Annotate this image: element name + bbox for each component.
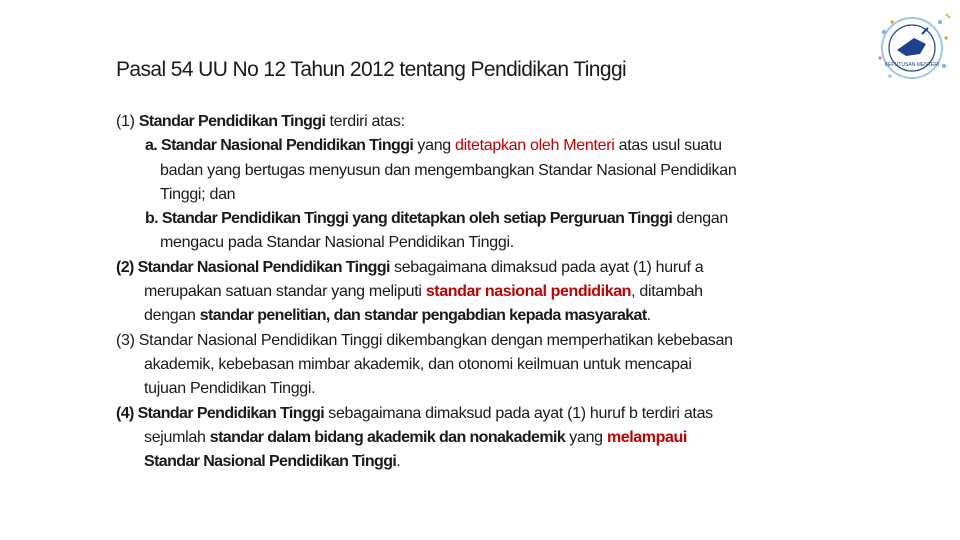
- clause-text: sejumlah: [144, 428, 210, 446]
- clause-text: sebagaimana dimaksud pada ayat (1) huruf b terdiri atas: [324, 404, 713, 422]
- clause-3-line: akademik, kebebasan mimbar akademik, dan otonomi keilmuan untuk mencapai: [144, 355, 692, 373]
- logo-dot: [944, 36, 947, 39]
- clause-1: [116, 110, 846, 134]
- bold-term: (4) Standar Pendidikan Tinggi: [116, 404, 325, 422]
- clause-4: [116, 402, 846, 426]
- clause-text: , ditambah: [631, 283, 703, 301]
- clause-text: .: [646, 307, 651, 325]
- bold-term: Standar Nasional Pendidikan Tinggi: [161, 137, 414, 155]
- clause-letter: a.: [145, 137, 161, 155]
- clause-4-line: [116, 426, 846, 450]
- clause-text: yang: [413, 137, 456, 155]
- clause-1a-line: Tinggi; dan: [160, 185, 236, 203]
- clause-text: sebagaimana dimaksud pada ayat (1) huruf a: [389, 258, 704, 276]
- clause-1a-line: badan yang bertugas menyusun dan mengembangkan Standar Nasional Pendidikan: [160, 161, 737, 179]
- bold-term: Standar Pendidikan Tinggi: [138, 113, 326, 130]
- clause-1b: [116, 207, 846, 231]
- logo-spark: [946, 14, 950, 18]
- highlight-text: standar nasional pendidikan: [425, 283, 632, 301]
- logo-emblem: [897, 38, 926, 56]
- page-title: Pasal 54 UU No 12 Tahun 2012 tentang Pendidikan Tinggi: [116, 58, 627, 81]
- clause-text: yang: [565, 428, 607, 446]
- bold-term: Standar Nasional Pendidikan Tinggi: [144, 453, 397, 471]
- clause-2-line: [116, 280, 846, 304]
- logo-text: KEPUTUSAN MENTERI: [884, 62, 940, 68]
- clause-4-line: [116, 450, 846, 474]
- clause-text: merupakan satuan standar yang meliputi: [144, 283, 426, 301]
- logo-dot: [942, 64, 946, 68]
- clause-2-line: [116, 304, 846, 328]
- highlight-text: melampaui: [606, 428, 687, 446]
- clause-1b-line: mengacu pada Standar Nasional Pendidikan Tinggi.: [160, 234, 514, 252]
- clause-text: .: [396, 453, 401, 471]
- clause-3: (3) Standar Nasional Pendidikan Tinggi dikembangkan dengan memperhatikan kebebasan: [116, 331, 733, 349]
- logo-dot: [888, 74, 892, 78]
- bold-term: standar penelitian, dan standar pengabdian kepada masyarakat: [199, 307, 647, 325]
- logo-dot: [878, 56, 881, 59]
- bold-term: b. Standar Pendidikan Tinggi yang ditetapkan oleh setiap Perguruan Tinggi: [145, 210, 673, 228]
- clause-2: [116, 256, 846, 280]
- clause-text: dengan: [672, 210, 728, 228]
- logo-dot: [890, 20, 893, 23]
- logo-dot: [882, 30, 886, 34]
- clause-text: atas usul suatu: [614, 137, 722, 155]
- university-seal-logo: [862, 6, 954, 86]
- bold-term: (2) Standar Nasional Pendidikan Tinggi: [116, 258, 390, 276]
- clause-number: (1): [116, 113, 139, 130]
- clause-1a: [116, 134, 846, 158]
- article-body: [116, 110, 846, 474]
- clause-text: dengan: [144, 307, 200, 325]
- clause-text: terdiri atas:: [325, 113, 405, 130]
- logo-dot: [938, 20, 942, 24]
- clause-3-line: tujuan Pendidikan Tinggi.: [144, 380, 316, 398]
- highlight-text: ditetapkan oleh Menteri: [455, 137, 615, 155]
- bold-term: standar dalam bidang akademik dan nonakademik: [209, 428, 566, 446]
